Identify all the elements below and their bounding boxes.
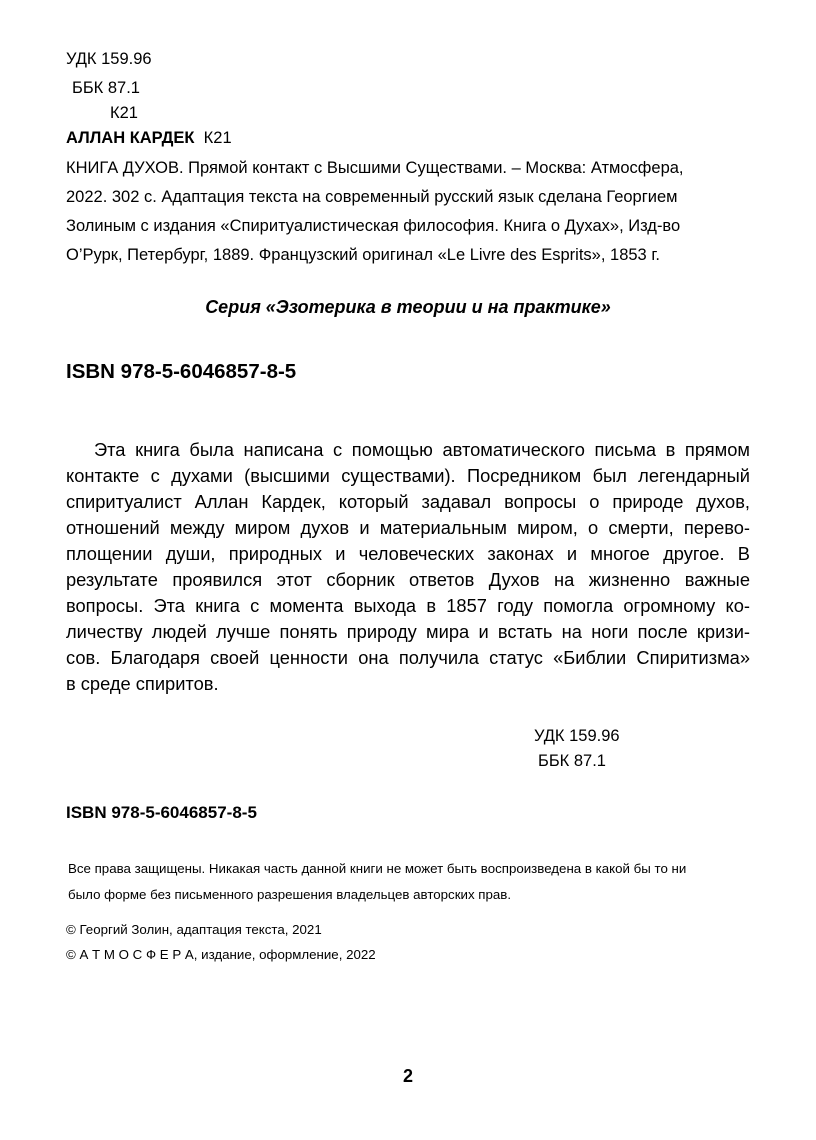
description-line: 2022. 302 с. Адаптация текста на современный русский язык сделана Георгием [66, 188, 678, 206]
author-name: АЛЛАН КАРДЕК [66, 129, 195, 147]
description-line: О’Рурк, Петербург, 1889. Французский оригинал «Le Livre des Esprits», 1853 г. [66, 246, 660, 264]
isbn: ISBN 978-5-6046857-8-5 [66, 360, 297, 383]
abstract-line: спиритуалист Аллан Кардек, который задавал вопросы о природе духов, [66, 491, 750, 512]
rights-line: было форме без письменного разрешения владельцев авторских прав. [68, 887, 512, 902]
abstract-line: личеству людей лучше понять природу мира и встать на ноги после кризи- [66, 621, 750, 642]
rights-line: Все права защищены. Никакая часть данной книги не может быть воспроизведена в какой бы то ни [68, 861, 687, 876]
footer-udk: УДК 159.96 [534, 727, 620, 745]
abstract-line: в среде спиритов. [66, 673, 219, 694]
description-line: КНИГА ДУХОВ. Прямой контакт с Высшими Существами. – Москва: Атмосфера, [66, 159, 684, 177]
description-line: Золиным с издания «Спиритуалистическая философия. Книга о Духах», Изд-во [66, 217, 681, 235]
footer-classification [534, 724, 620, 774]
author-mark: К21 [110, 104, 138, 122]
abstract-line: результате проявился этот сборник ответов Духов на жизненно важные [66, 569, 750, 590]
copyright-line: © А Т М О С Ф Е Р А, издание, оформление, 2022 [66, 947, 376, 962]
bbk-code: ББК 87.1 [72, 79, 140, 97]
author-line [66, 126, 232, 150]
abstract-line: площении души, природных и человеческих законах и многое другое. В [66, 543, 750, 564]
author-code: К21 [203, 129, 232, 147]
copyright-notice [66, 917, 376, 967]
abstract-line: отношений между миром духов и материальным миром, о смерти, перево- [66, 517, 750, 538]
copyright-line: © Георгий Золин, адаптация текста, 2021 [66, 922, 322, 937]
bibliographic-description [66, 154, 756, 270]
rights-notice [68, 856, 686, 908]
abstract-line: сов. Благодаря своей ценности она получила статус «Библии Спиритизма» [66, 647, 750, 668]
footer-bbk: ББК 87.1 [538, 752, 606, 770]
abstract-line: контакте с духами (высшими существами). Посредником был легендарный [66, 465, 750, 486]
udk-code: УДК 159.96 [66, 50, 152, 68]
series-title: Серия «Эзотерика в теории и на практике» [205, 297, 611, 317]
isbn-repeat: ISBN 978-5-6046857-8-5 [66, 803, 257, 822]
abstract [66, 437, 750, 697]
abstract-line: Эта книга была написана с помощью автоматического письма в прямом [94, 439, 750, 460]
page-number: 2 [402, 1066, 413, 1086]
abstract-line: вопросы. Эта книга с момента выхода в 1857 году помогла огромному ко- [66, 595, 750, 616]
